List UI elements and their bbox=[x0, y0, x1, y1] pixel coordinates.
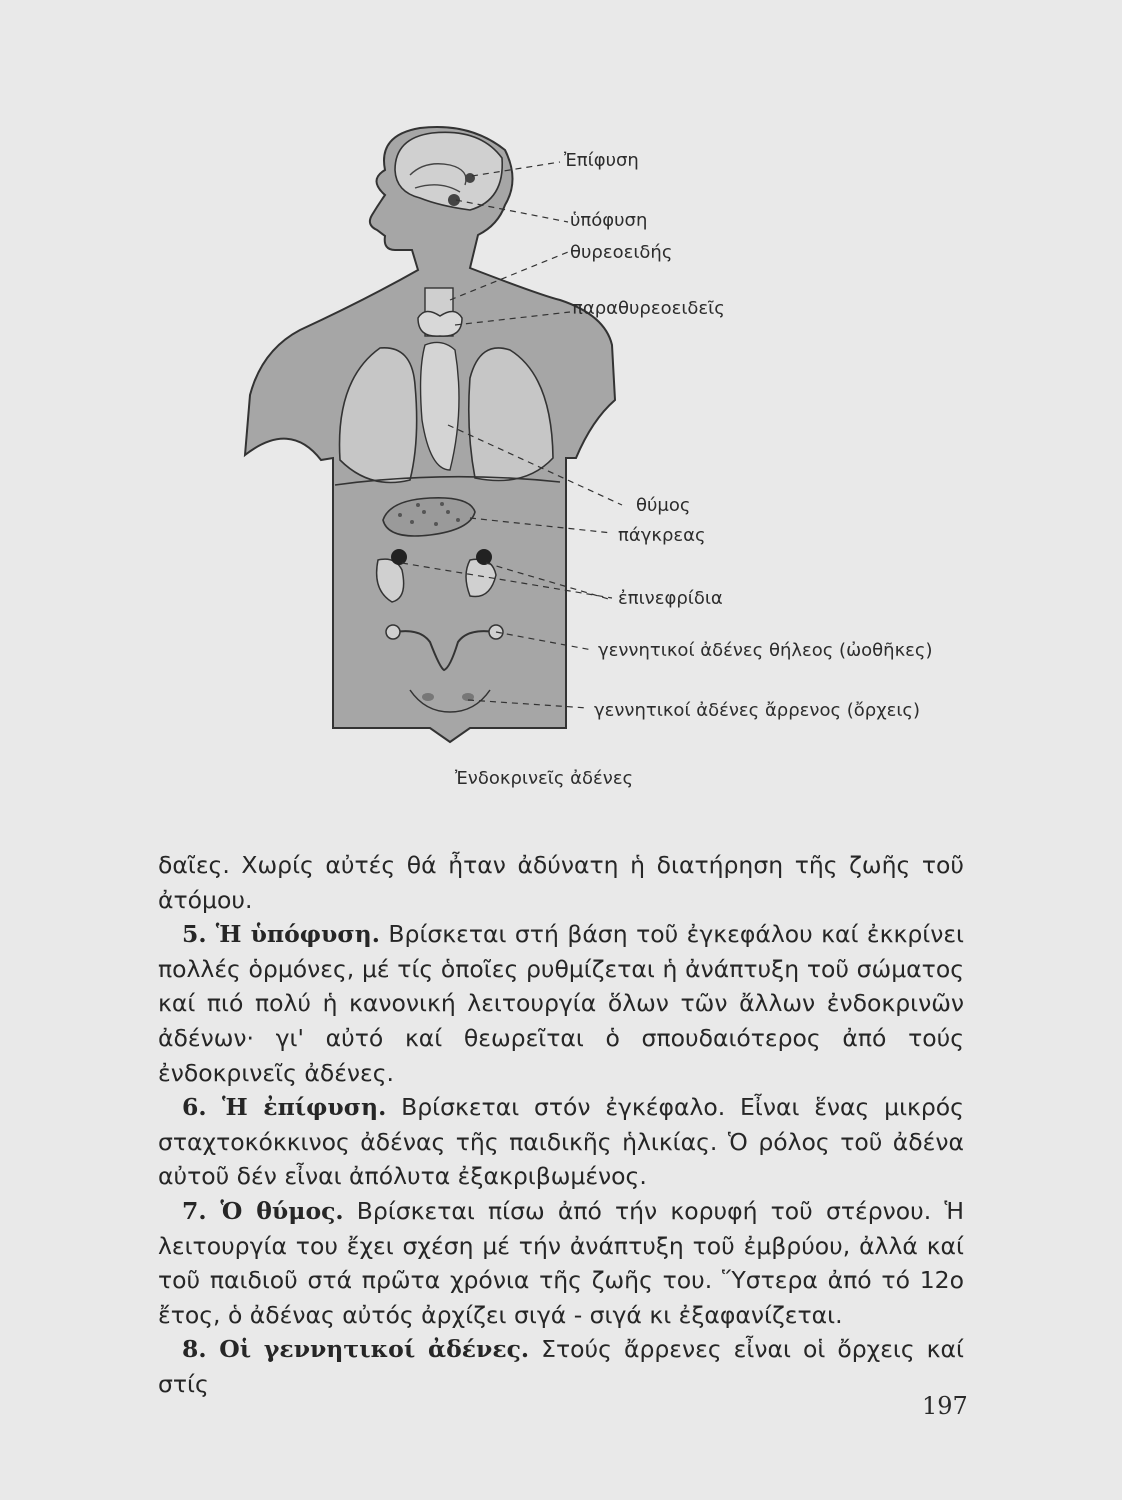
body-gonads: Στούς ἄρρενες εἶναι οἱ ὄρχεις καί στίς bbox=[158, 1335, 964, 1398]
label-male-gonads: γεννητικοί ἀδένες ἄρρενος (ὄρχεις) bbox=[594, 700, 921, 721]
paragraph-gonads bbox=[158, 1332, 964, 1401]
heading-pituitary: 5. Ἡ ὑπόφυση. bbox=[182, 920, 380, 949]
pineal-gland bbox=[465, 173, 475, 183]
heading-thymus: 7. Ὁ θύμος. bbox=[182, 1196, 344, 1225]
label-thymus: θύμος bbox=[636, 495, 691, 516]
left-adrenal bbox=[391, 549, 407, 565]
body-epiphysis: Βρίσκεται στόν ἐγκέφαλο. Εἶναι ἕνας μικρός σταχτοκόκκινος ἀδένας τῆς παιδικῆς ἡλικίας. Ὁ ρόλος τοῦ ἀδένα αὐτοῦ δέν εἶναι ἀπόλυτα ἐξακριβωμένος. bbox=[158, 1093, 964, 1191]
body-thymus: Βρίσκεται πίσω ἀπό τήν κορυφή τοῦ στέρνου. Ἡ λειτουργία του ἔχει σχέση μέ τήν ἀνάπτυξη τοῦ ἐμβρύου, ἀλλά καί τοῦ παιδιοῦ στά πρῶτα χρόνια τῆς ζωῆς του. Ὕστερα ἀπό τό 12ο ἔτος, ὁ ἀδένας αὐτός ἀρχίζει σιγά - σιγά κι ἐξαφανίζεται. bbox=[158, 1196, 964, 1329]
paragraph-epiphysis bbox=[158, 1090, 964, 1194]
page-number: 197 bbox=[922, 1392, 968, 1420]
label-pancreas: πάγκρεας bbox=[618, 525, 706, 546]
label-pituitary: ὑπόφυση bbox=[570, 210, 648, 231]
paragraph-thymus bbox=[158, 1194, 964, 1332]
label-adrenals: ἐπινεφρίδια bbox=[618, 588, 723, 609]
label-parathyroids: παραθυρεοειδεῖς bbox=[572, 298, 725, 319]
label-thyroid: θυρεοειδής bbox=[570, 242, 673, 263]
paragraph-pituitary bbox=[158, 917, 964, 1090]
paragraph-continuation: δαῖες. Χωρίς αὐτές θά ἦταν ἀδύνατη ἡ διατήρηση τῆς ζωῆς τοῦ ἀτόμου. bbox=[158, 851, 964, 914]
body-text bbox=[158, 848, 964, 1402]
label-female-gonads: γεννητικοί ἀδένες θήλεος (ὠοθῆκες) bbox=[598, 640, 933, 661]
label-epiphysis: Ἐπίφυση bbox=[564, 150, 639, 171]
right-adrenal bbox=[476, 549, 492, 565]
body-pituitary: Βρίσκεται στή βάση τοῦ ἐγκεφάλου καί ἐκκρίνει πολλές ὁρμόνες, μέ τίς ὁποῖες ρυθμίζεται ἡ ἀνάπτυξη τοῦ σώματος καί πιό πολύ ἡ κανονική λειτουργία ὅλων τῶν ἄλλων ἐνδοκρινῶν ἀδένων· γι' αὐτό καί θεωρεῖται ὁ σπουδαιότερος ἀπό τούς ἐνδοκρινεῖς ἀδένες. bbox=[158, 920, 964, 1087]
heading-gonads: 8. Οἱ γεννητικοί ἀδένες. bbox=[182, 1335, 530, 1364]
heading-epiphysis: 6. Ἡ ἐπίφυση. bbox=[182, 1093, 387, 1122]
figure-caption: Ἐνδοκρινεῖς ἀδένες bbox=[455, 768, 634, 789]
thyroid-gland bbox=[418, 311, 462, 336]
